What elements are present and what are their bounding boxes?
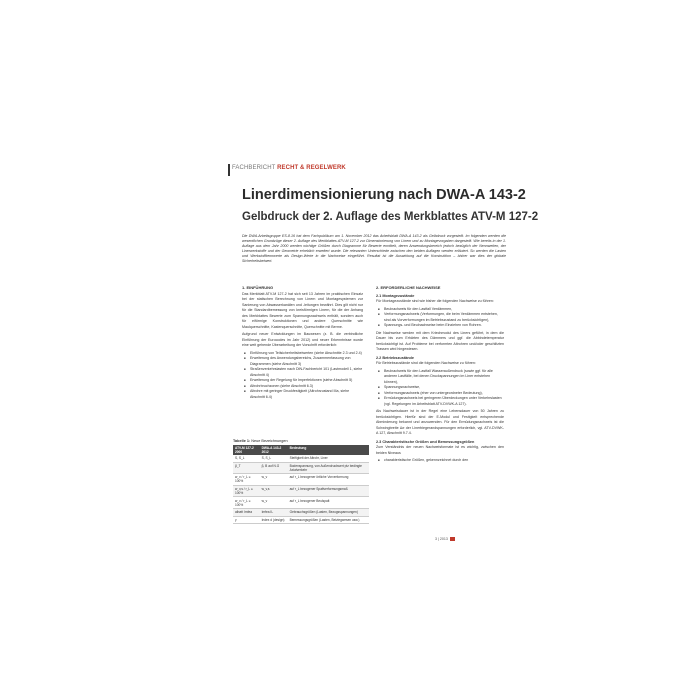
table-row [233, 497, 369, 509]
table-cell: w_v,s [260, 485, 288, 497]
table-cell: β_T [233, 462, 260, 474]
paragraph: Für Betriebszustände sind die folgenden Nachweise zu führen: [376, 361, 476, 365]
paragraph: Aufgrund neuer Entwicklungen im Bauwesen (z. B. die verbindliche Einführung der Eurocodes im Jahr 2012) und neuer Erkenntnisse wurde eine weit gehende Überarbeitung der Vorschrift erforderlich: [242, 332, 363, 347]
table-row [233, 516, 369, 524]
table-cell: Imfea IL [260, 508, 288, 516]
table-row [233, 474, 369, 486]
table-cell: Bodenspannung, von Außendruckwert ptz bedingte Axialverkehr [288, 462, 369, 474]
paragraph: Das Merkblatt ATV-M 127-2 hat sich seit 13 Jahren im praktischen Einsatz bei der statischen Berechnung von Linern und Montagesystemen zur Sanierung von Abwasserkanälen und -leitungen bewährt. Dies gilt nicht nur für die Standardbemessung von kreisförmigen Linern, für die der Anhang des Merkblattes Bewerte zum Spannungsnachweis enthält, sondern auch für eiförmige Konstruktionen und andere Querschnitte wie Maulquerschnitte, Kastenquerschnitte, Querschnitte mit Berme. [242, 291, 363, 329]
table-cell: S, S_L [233, 455, 260, 462]
list-item: ■ Spannungs- und Beulnachweise beim Einziehen von Rohren. [384, 323, 504, 329]
table-block [233, 439, 369, 524]
list-item: ■ Ermüdungsnachweis bei geringeren Überdeckungen unter Verkehrslasten (vgl. Regelungen im Arbeitsblatt ATV-DVWK-A 127). [384, 396, 504, 407]
table-header-cell: DWA-A 143-2 2012 [260, 445, 288, 455]
list-item: ■ Beulnachweis für den Lastfall Wasseraußendruck (sowie ggf. für alle anderen Lastfälle, bei denen Druckspannungen im Liner entstehen können), [384, 369, 504, 386]
list-item: ■ Erweiterung des Anwendungsbereichs, Zusammenfassung von Diagrammen (siehe Abschnitt 3) [250, 356, 363, 367]
paragraph: Für Montagezustände sind wie bisher die folgenden Nachweise zu führen: [376, 299, 494, 303]
list-item: ■ Einführung von Teilsicherheitsbeiwerten (siehe Abschnitte 2.3 und 2.4) [250, 351, 363, 357]
document-page [228, 148, 539, 548]
paragraph: Die Nachweise werden mit dem Kriechmodul des Liners geführt, in dem die Dauer bis zum Erhärten des Dämmers und ggf. die Abbindetemperatur berücksichtigt ist. Auf Probleme bei verformten Altrohren und/oder geschlitzten Trassen wird hingewiesen. [376, 330, 504, 351]
table-cell: w_v [260, 497, 288, 509]
section-heading-introduction: 1. EINFÜHRUNG [242, 285, 274, 290]
table-cell: β, B auf N.G [260, 462, 288, 474]
header-category: FACHBERICHT [232, 165, 276, 171]
list-item: ■ Verformungsnachweis (eher von untergeordneter Bedeutung), [384, 391, 504, 397]
designations-table [233, 445, 369, 524]
table-cell: w_v [260, 474, 288, 486]
table-header-cell: Bedeutung [288, 445, 369, 455]
table-row [233, 485, 369, 497]
page-number: 3 | 2013 [435, 537, 448, 541]
table-cell: w_v,s / r_L ≤ 100% [233, 485, 260, 497]
table-cell: w_v / r_L ≤ 100% [233, 474, 260, 486]
subsection-heading: 2.2 Betriebszustände [376, 355, 414, 360]
article-abstract: Die DWA-Arbeitsgruppe ES-8.16 hat dem Fachpublikum am 1. November 2012 das Arbeitsblatt DWA-A 143-2 als Gelbdruck vorgestellt. Im folgenden werden die wesentlichen Grundzüge dieser 2. Auflage des Merkblattes ATV-M 127-2 zur Dimensionierung von Linern und zu Montagevorgaben dargestellt. Wie bereits in der 1. Auflage aus dem Jahr 2000 werden wichtige Größen durch Diagramme für Bewerte ermittelt, deren Anwendungsbereich jedoch bezüglich der Nennweiten, der Linerwerkstoffe und der Geometrie erheblich erweitert wurde. Die relevanten Unterschiede zwischen den beiden Auflagen werden erläutert. So werden die Lasten und Werkstoffkennwerte als Design-Werte in die Nachweise eingeführt. Resultat ist die Auswirkung auf die Konstruktion – bisher war dies der globale Sicherheitsbeiwert. [242, 234, 506, 264]
subsection-heading: 2.1 Montagezustände [376, 293, 415, 298]
header-rule [228, 164, 230, 176]
list-item: ■ Verformungsnachweis (Verformungen, die beim Verdämmen entstehen, sind als Vorverformungen im Betriebszustand zu berücksichtigen), [384, 312, 504, 323]
bullet-list [242, 351, 363, 401]
column-right [376, 284, 504, 466]
table-header-cell: ATV-M 127-2 2000 [233, 445, 260, 455]
table-cell: γ [233, 516, 260, 524]
bullet-list [376, 369, 504, 408]
table-cell: allseit Imfea [233, 508, 260, 516]
table-cell: Bemessungsgrößen (Lasten, Beiziegwesen usw.) [288, 516, 369, 524]
table-cell: Gebrauchsgrößen (Lasten, Bezugsspannungen) [288, 508, 369, 516]
list-item: ■ Altrohrbruchzonen (siehe Abschnitt 6.3) [250, 384, 363, 390]
column-left [242, 284, 363, 402]
header-section: RECHT & REGELWERK [277, 165, 346, 171]
table-caption: Tabelle 1: Neue Bezeichnungen [233, 439, 288, 443]
table-cell: Index d (design) [260, 516, 288, 524]
table-cell: auf r_L bezogener Spaltverformungsmaß [288, 485, 369, 497]
table-cell: S, S_L [260, 455, 288, 462]
table-row [233, 508, 369, 516]
section-header [232, 165, 346, 171]
paragraph: Als Nachweisdauer ist in der Regel eine Lebensdauer von 50 Jahren zu berücksichtigen. Hierfür sind der E-Modul und Festigkeit entsprechende Abminderung bekannt und anzuwenden. Für den Ermüdungsnachweis ist die Schwingbreite Δσ der Linerbiegerandspannungen erforderlich, vgl. ATV-DVWK-A 127, Abschnitt 9.7.4. [376, 409, 504, 435]
table-header-row [233, 445, 369, 455]
list-item: ■ Altrohre mit geringer Druckfestigkeit (Altrohrzustand IIIa, siehe Abschnitt 6.4) [250, 389, 363, 400]
list-item: ■ charakteristische Größen, gekennzeichnet durch den [384, 458, 504, 464]
page-footer [435, 537, 455, 541]
table-cell: w_v / r_L ≤ 100% [233, 497, 260, 509]
list-item: ■ Spannungsnachweise, [384, 385, 504, 391]
bullet-list [376, 458, 504, 464]
bullet-list [376, 307, 504, 329]
section-heading-requirements: 2. ERFORDERLICHE NACHWEISE [376, 285, 441, 290]
table-cell: auf r_L bezogener Beulspalt [288, 497, 369, 509]
subsection-heading: 2.3 Charakteristische Größen und Bemessungsgrößen [376, 439, 475, 444]
page-marker-icon [450, 537, 455, 541]
table-cell: Steifigkeit der Altrohr, Liner [288, 455, 369, 462]
table-row [233, 462, 369, 474]
table-row [233, 455, 369, 462]
table-cell: auf r_L bezogener örtliche Vorverformung [288, 474, 369, 486]
list-item: ■ Beulnachweis für den Lastfall Verdämmen, [384, 307, 504, 313]
article-title: Linerdimensionierung nach DWA-A 143-2 [242, 187, 526, 203]
paragraph: Zum Verständnis der neuen Nachweisformate ist es wichtig, zwischen den beiden Niveaus [376, 445, 504, 455]
list-item: ■ Straßenverkehrslasten nach DIN-Fachbericht 101 (Lastmodell 1, siehe Abschnitt 4) [250, 367, 363, 378]
list-item: ■ Erweiterung der Regelung für Imperfektionen (siehe Abschnitt 5) [250, 378, 363, 384]
article-subtitle: Gelbdruck der 2. Auflage des Merkblattes ATV-M 127-2 [242, 211, 539, 223]
